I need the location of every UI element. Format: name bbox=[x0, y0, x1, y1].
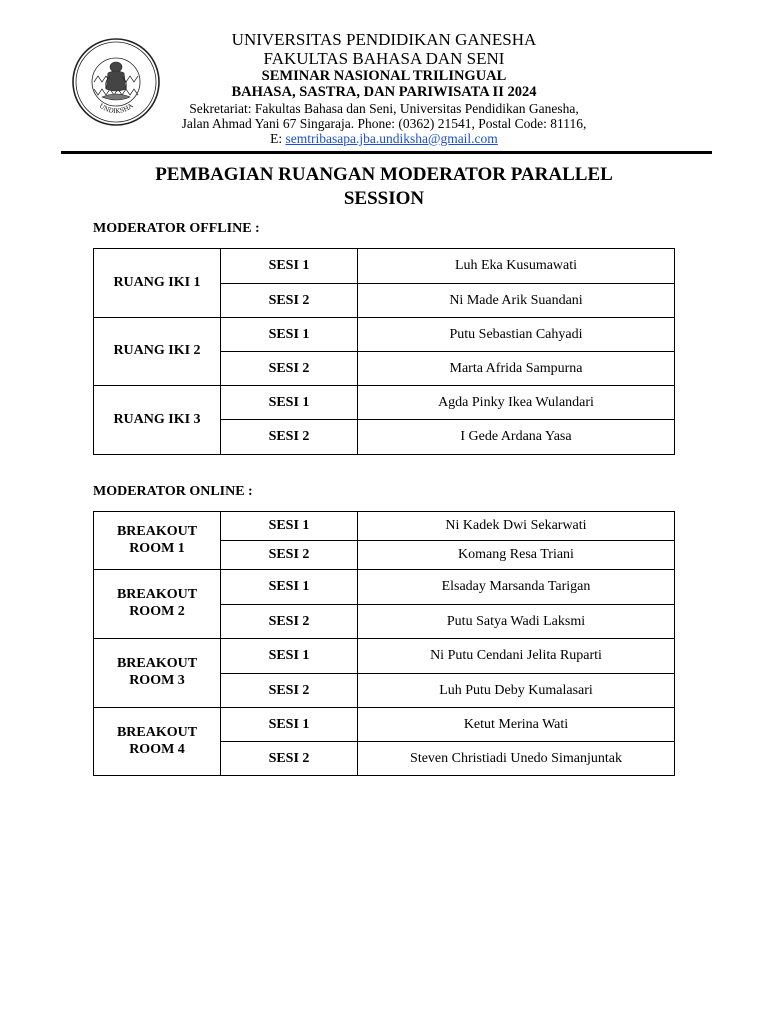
email-prefix: E: bbox=[270, 130, 286, 146]
room-name-line-1: BREAKOUT bbox=[116, 523, 198, 539]
session-label: SESI 1 bbox=[221, 512, 358, 541]
moderator-name: Steven Christiadi Unedo Simanjuntak bbox=[358, 742, 675, 776]
session-label: SESI 1 bbox=[221, 318, 358, 352]
title-line-1: PEMBAGIAN RUANGAN MODERATOR PARALLEL bbox=[155, 164, 613, 185]
secretariat-line: Sekretariat: Fakultas Bahasa dan Seni, Universitas Pendidikan Ganesha, bbox=[189, 100, 579, 116]
room-name bbox=[94, 512, 221, 570]
moderator-name: Komang Resa Triani bbox=[358, 541, 675, 570]
table-row bbox=[94, 386, 675, 420]
session-label: SESI 2 bbox=[221, 742, 358, 776]
page-title bbox=[100, 163, 668, 212]
moderator-name: Luh Putu Deby Kumalasari bbox=[358, 674, 675, 708]
moderator-name: Ni Kadek Dwi Sekarwati bbox=[358, 512, 675, 541]
room-name-line-2: ROOM 3 bbox=[129, 673, 185, 688]
moderator-name: Marta Afrida Sampurna bbox=[358, 352, 675, 386]
room-name-line-1: BREAKOUT bbox=[116, 587, 198, 603]
email-link[interactable]: semtribasapa.jba.undiksha@gmail.com bbox=[285, 130, 498, 146]
room-name: RUANG IKI 3 bbox=[94, 386, 221, 455]
session-label: SESI 2 bbox=[221, 284, 358, 318]
room-name bbox=[94, 708, 221, 776]
university-name: UNIVERSITAS PENDIDIKAN GANESHA bbox=[231, 30, 537, 49]
room-name-line-1: BREAKOUT bbox=[116, 656, 198, 672]
table-row bbox=[94, 570, 675, 605]
title-line-2: SESSION bbox=[343, 188, 425, 210]
room-name: RUANG IKI 1 bbox=[94, 249, 221, 318]
moderator-name: Ni Made Arik Suandani bbox=[358, 284, 675, 318]
address-line: Jalan Ahmad Yani 67 Singaraja. Phone: (0362) 21541, Postal Code: 81116, bbox=[181, 115, 587, 131]
moderator-name: Putu Sebastian Cahyadi bbox=[358, 318, 675, 352]
faculty-name: FAKULTAS BAHASA DAN SENI bbox=[263, 49, 505, 69]
table-row bbox=[94, 708, 675, 742]
email-line bbox=[160, 131, 608, 146]
room-name bbox=[94, 639, 221, 708]
moderator-name: Luh Eka Kusumawati bbox=[358, 249, 675, 284]
room-name bbox=[94, 570, 221, 639]
university-logo-icon bbox=[70, 37, 162, 127]
seminar-name: SEMINAR NASIONAL TRILINGUAL bbox=[261, 68, 507, 85]
room-name-line-2: ROOM 4 bbox=[129, 741, 185, 757]
session-label: SESI 2 bbox=[221, 420, 358, 455]
session-label: SESI 1 bbox=[221, 570, 358, 605]
online-table bbox=[93, 511, 675, 776]
letterhead bbox=[160, 30, 608, 146]
header-divider bbox=[61, 151, 712, 154]
session-label: SESI 2 bbox=[221, 541, 358, 570]
room-name-line-2: ROOM 2 bbox=[129, 604, 185, 619]
moderator-name: Ni Putu Cendani Jelita Ruparti bbox=[358, 639, 675, 674]
room-name-line-1: BREAKOUT bbox=[116, 724, 198, 740]
session-label: SESI 2 bbox=[221, 352, 358, 386]
table-row bbox=[94, 512, 675, 541]
session-label: SESI 1 bbox=[221, 708, 358, 742]
online-heading: MODERATOR ONLINE : bbox=[93, 484, 253, 499]
room-name-line-2: ROOM 1 bbox=[129, 540, 185, 556]
moderator-name: Agda Pinky Ikea Wulandari bbox=[358, 386, 675, 420]
offline-heading: MODERATOR OFFLINE : bbox=[93, 221, 260, 236]
moderator-name: Elsaday Marsanda Tarigan bbox=[358, 570, 675, 605]
session-label: SESI 2 bbox=[221, 605, 358, 639]
table-row bbox=[94, 249, 675, 284]
moderator-name: Putu Satya Wadi Laksmi bbox=[358, 605, 675, 639]
svg-text:UNDIKSHA: UNDIKSHA bbox=[97, 102, 135, 116]
session-label: SESI 1 bbox=[221, 639, 358, 674]
svg-text:UNIVERSITAS PENDIDIKAN GANESHA bbox=[70, 37, 162, 39]
offline-table bbox=[93, 248, 675, 455]
room-name: RUANG IKI 2 bbox=[94, 318, 221, 386]
session-label: SESI 1 bbox=[221, 386, 358, 420]
moderator-name: I Gede Ardana Yasa bbox=[358, 420, 675, 455]
session-label: SESI 1 bbox=[221, 249, 358, 284]
event-name: BAHASA, SASTRA, DAN PARIWISATA II 2024 bbox=[231, 84, 537, 101]
moderator-name: Ketut Merina Wati bbox=[358, 708, 675, 742]
table-row bbox=[94, 639, 675, 674]
session-label: SESI 2 bbox=[221, 674, 358, 708]
table-row bbox=[94, 318, 675, 352]
